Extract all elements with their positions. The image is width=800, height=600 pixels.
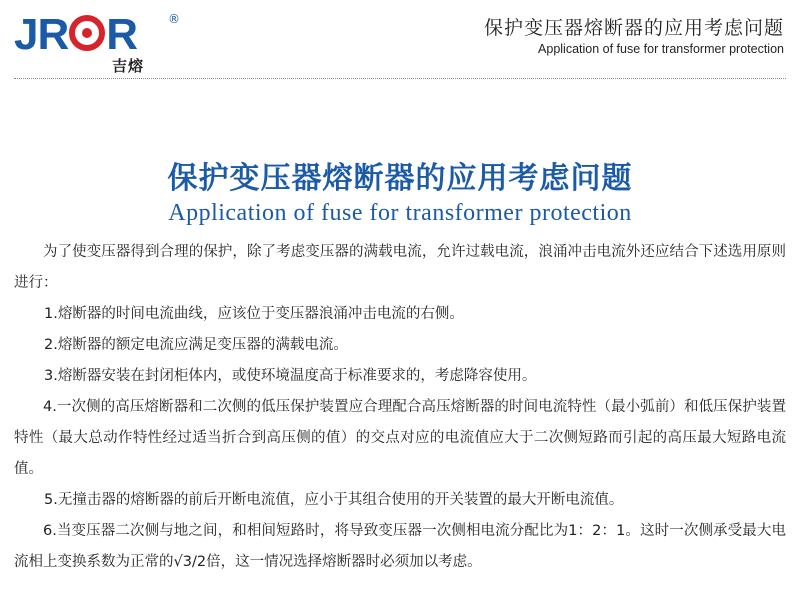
intro-paragraph: 为了使变压器得到合理的保护，除了考虑变压器的满载电流，允许过载电流，浪涌冲击电流外还应结合下述选用原则进行： xyxy=(14,244,786,291)
registered-mark: ® xyxy=(168,12,180,26)
logo-o-ring-icon xyxy=(69,15,105,51)
logo-text-right: R xyxy=(106,10,138,59)
main-title xyxy=(0,160,800,228)
main-title-english: Application of fuse for transformer protection xyxy=(168,200,632,226)
header-title-english: Application of fuse for transformer protection xyxy=(538,42,784,56)
logo-text-left: JR xyxy=(14,10,69,59)
principle-item-5: 5.无撞击器的熔断器的前后开断电流值，应小于其组合使用的开关装置的最大开断电流值。 xyxy=(44,492,624,508)
header-divider xyxy=(14,78,786,79)
principle-item-2: 2.熔断器的额定电流应满足变压器的满载电流。 xyxy=(44,337,348,353)
principle-item-3: 3.熔断器安装在封闭柜体内，或使环境温度高于标准要求的，考虑降容使用。 xyxy=(44,368,537,384)
principle-item-6: 6.当变压器二次侧与地之间，和相间短路时，将导致变压器一次侧相电流分配比为1：2：1。这时一次侧承受最大电流相上变换系数为正常的√3/2倍，这一情况选择熔断器时必须加以考虑。 xyxy=(14,523,786,570)
brand-logo xyxy=(14,10,184,75)
page-header xyxy=(0,0,800,78)
header-title-chinese: 保护变压器熔断器的应用考虑问题 xyxy=(483,17,784,39)
logo-mark xyxy=(14,10,137,60)
body-text xyxy=(14,237,786,578)
header-title xyxy=(484,16,784,58)
logo-chinese-name: 吉熔 xyxy=(112,57,145,75)
principle-item-4: 4.一次侧的高压熔断器和二次侧的低压保护装置应合理配合高压熔断器的时间电流特性（最小弧前）和低压保护装置特性（最大总动作特性经过适当折合到高压侧的值）的交点对应的电流值应大于二次侧短路而引起的高压最大短路电流值。 xyxy=(14,399,786,477)
principle-item-1: 1.熔断器的时间电流曲线，应该位于变压器浪涌冲击电流的右侧。 xyxy=(44,306,464,322)
main-title-chinese: 保护变压器熔断器的应用考虑问题 xyxy=(167,161,633,196)
